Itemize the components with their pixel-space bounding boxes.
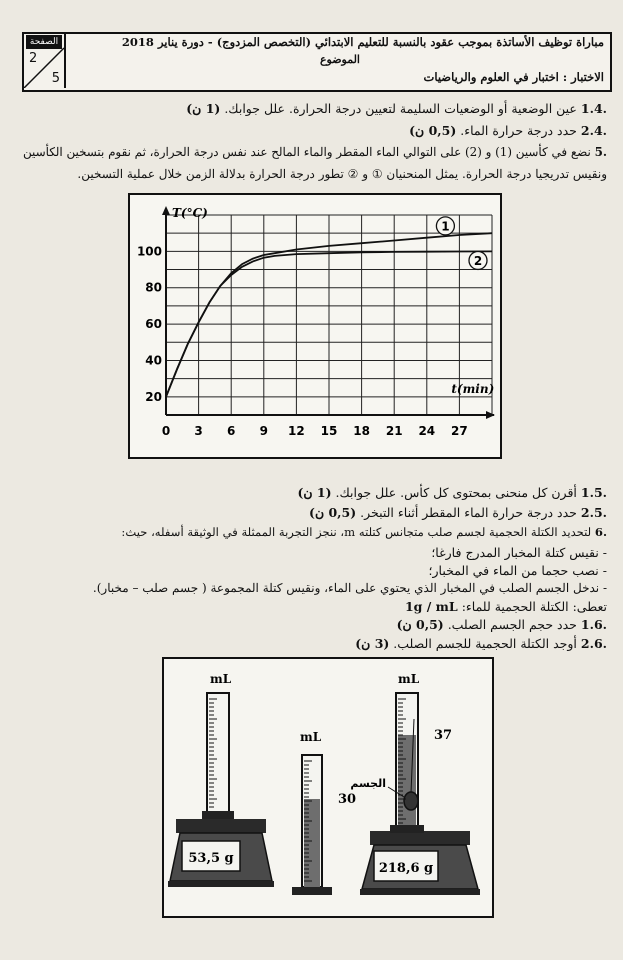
exam-title: مباراة توظيف الأساتذة بموجب عقود بالنسبة للتعليم الابتدائي (التخصص المزدوج) - دورة يناير 2018 <box>121 35 604 49</box>
exam-header <box>22 32 612 92</box>
cylinder-2-unit: mL <box>300 730 322 744</box>
question-2-4: .2.4 حدد درجة حرارة الماء. (0,5 ن) <box>409 123 607 138</box>
y-tick-label: 100 <box>136 244 162 259</box>
page-number-box <box>24 34 66 88</box>
x-tick-label: 0 <box>161 424 171 438</box>
x-tick-label: 3 <box>194 424 203 438</box>
chart-svg <box>130 195 500 457</box>
given-density: تعطى: الكتلة الحجمية للماء: 1g / mL <box>404 599 607 614</box>
balance-2-reading: 218,6 g <box>378 861 434 876</box>
x-tick-label: 12 <box>288 424 305 438</box>
x-tick-label: 15 <box>320 424 338 438</box>
cylinder-2-volume: 30 <box>338 792 357 807</box>
exam-subject: الاختبار : اختبار في العلوم والرياضيات <box>423 70 604 84</box>
y-tick-label: 80 <box>145 280 162 295</box>
y-axis-arrow <box>162 206 170 215</box>
page-number: 2 <box>29 51 38 66</box>
question-2-6: .2.6 أوجد الكتلة الحجمية للجسم الصلب. (3 ن) <box>355 636 607 651</box>
question-5-continued: ونقيس تدريجيا درجة الحرارة. يمثل المنحنيان ① و ② تطور درجة الحرارة بدلالة الزمن خلال عملية التسخين. <box>77 167 607 181</box>
chart-series-labels <box>436 217 487 270</box>
question-5: .5 نضع في كأسين (1) و (2) على التوالي الماء المقطر والماء المالح عند نفس درجة الحرارة، ثم نقوم بتسخين الكأسين <box>22 145 607 159</box>
step-3: - ندخل الجسم الصلب في المخبار الذي يحتوي على الماء، ونقيس كتلة المجموعة ( جسم صلب – مخبار). <box>92 581 607 595</box>
y-tick-label: 60 <box>145 317 162 332</box>
balance-1-reading: 53,5 g <box>188 851 234 866</box>
subject-label: الموضوع <box>319 53 360 66</box>
graduated-cylinder-2 <box>292 730 356 895</box>
x-axis-label: t(min) <box>451 382 495 397</box>
chart-tick-labels <box>137 244 468 438</box>
question-1-4: .1.4 عين الوضعية أو الوضعيات السليمة لتعيين درجة الحرارة. علل جوابك. (1 ن) <box>186 101 607 116</box>
x-tick-label: 9 <box>259 424 268 438</box>
solid-label: الجسم <box>350 777 386 790</box>
step-2: - نصب حجما من الماء في المخبار؛ <box>428 563 607 578</box>
solid-body <box>404 792 418 810</box>
cylinder-2-water <box>304 799 320 887</box>
temperature-chart <box>128 193 502 459</box>
experiment-figure <box>162 657 494 918</box>
page-label: الصفحة <box>26 35 62 49</box>
cylinder-1-unit: mL <box>210 672 232 686</box>
x-axis-arrow <box>486 411 495 419</box>
series-label-1: 1 <box>441 219 450 234</box>
x-tick-label: 18 <box>353 424 370 438</box>
y-axis-label: T(°C) <box>172 206 208 220</box>
balance-1 <box>168 819 274 887</box>
question-2-5: .2.5 حدد درجة حرارة الماء المقطر أثناء التبخر. (0,5 ن) <box>309 505 607 520</box>
x-tick-label: 24 <box>418 424 436 438</box>
x-tick-label: 27 <box>451 424 468 438</box>
y-tick-label: 40 <box>145 353 162 368</box>
x-tick-label: 6 <box>227 424 236 438</box>
x-tick-label: 21 <box>385 424 403 438</box>
question-6: .6 لتحديد الكتلة الحجمية لجسم صلب متجانس كتلته m، ننجز التجربة الممثلة في الوثيقة أسفله، حيث: <box>121 525 607 539</box>
cylinder-3-unit: mL <box>398 672 420 686</box>
y-tick-label: 20 <box>145 389 162 404</box>
question-1-5: .1.5 أقرن كل منحنى بمحتوى كل كأس. علل جوابك. (1 ن) <box>297 485 607 500</box>
figure-svg <box>164 659 492 916</box>
page-total: 5 <box>51 71 60 86</box>
series-label-2: 2 <box>473 253 483 268</box>
cylinder-3-volume: 37 <box>434 728 453 743</box>
step-1: - نقيس كتلة المخبار المدرج فارغا؛ <box>431 545 607 560</box>
graduated-cylinder-1 <box>202 672 234 819</box>
question-1-6: .1.6 حدد حجم الجسم الصلب. (0,5 ن) <box>396 617 607 632</box>
graduated-cylinder-3 <box>350 672 452 833</box>
balance-2 <box>360 831 480 895</box>
